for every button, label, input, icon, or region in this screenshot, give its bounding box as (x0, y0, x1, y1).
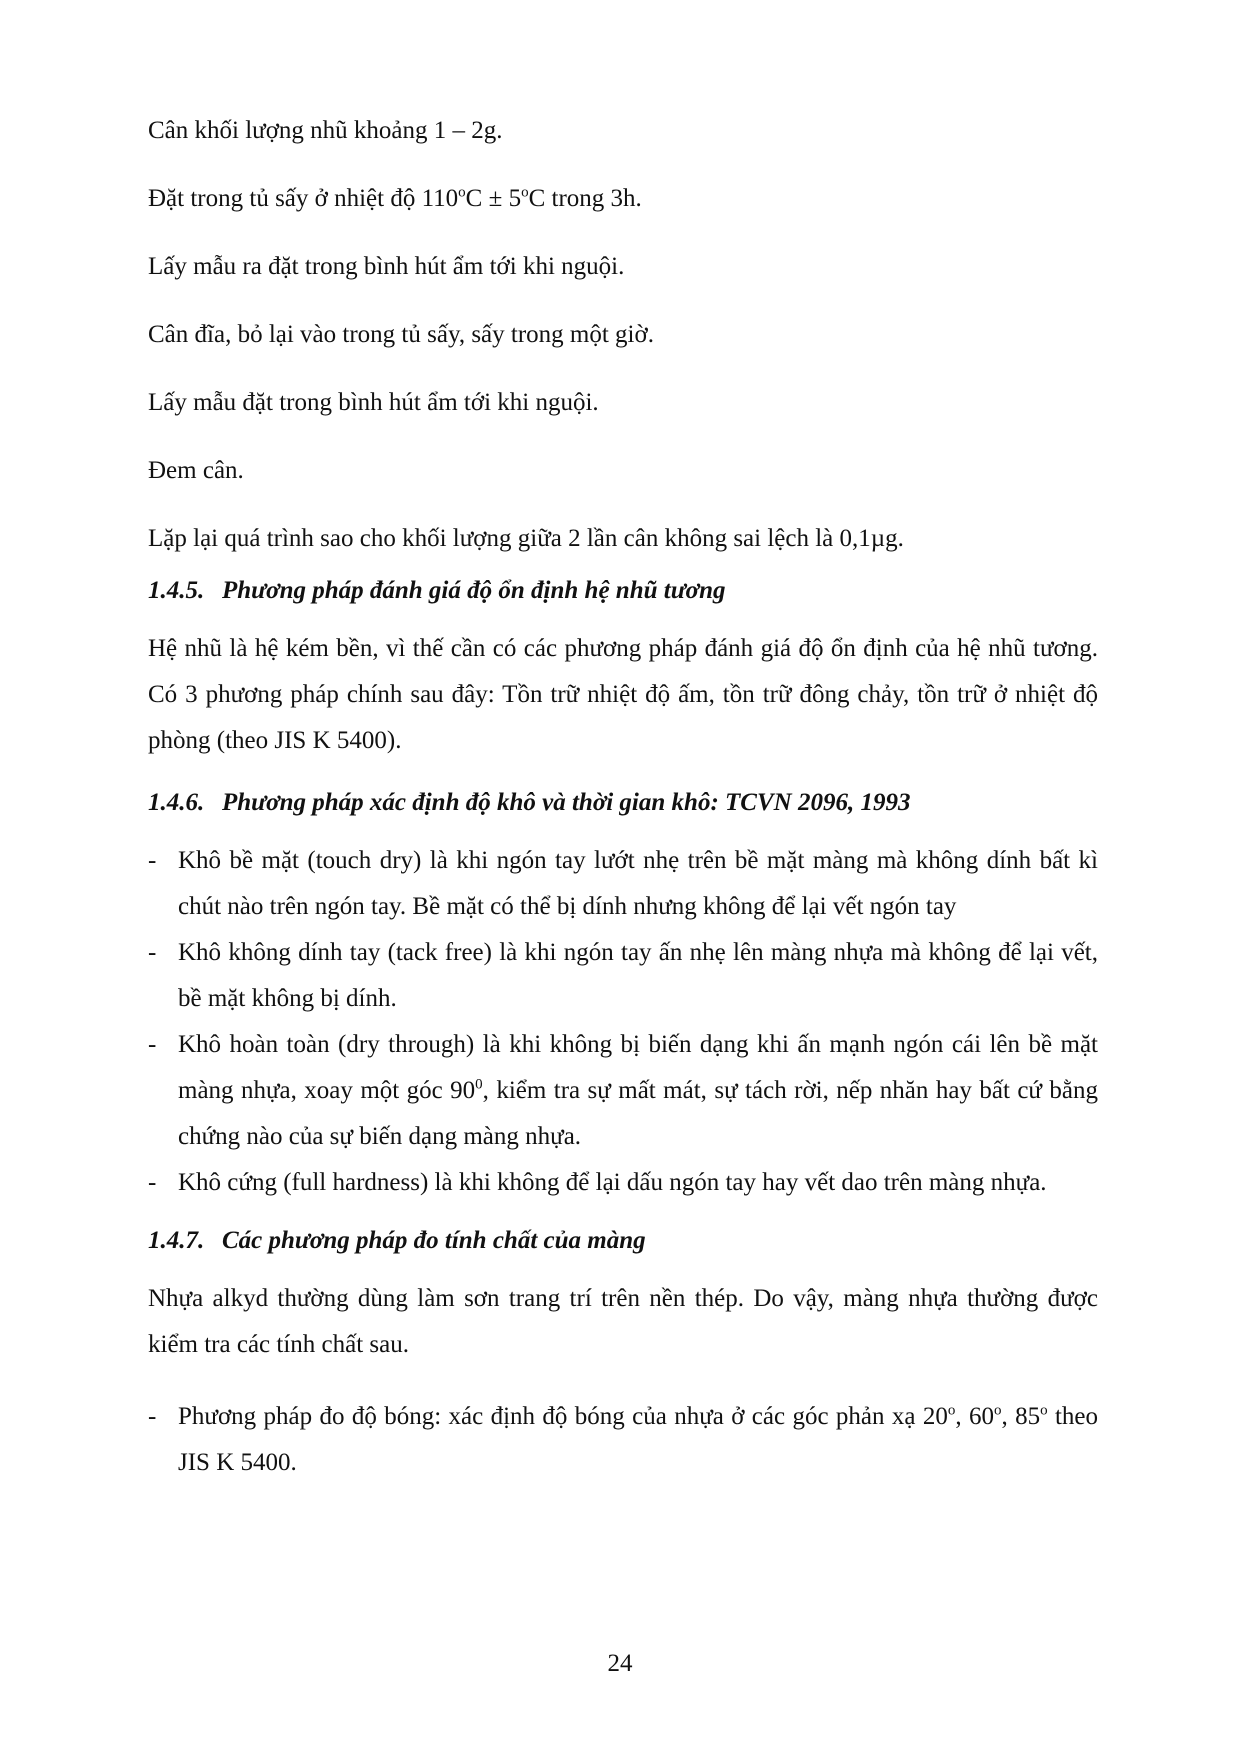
degree-sup: 0 (475, 1076, 483, 1093)
step-weigh-again: Đem cân. (148, 457, 244, 484)
degree-sup: o (1040, 1402, 1048, 1419)
step-cool-again: Lấy mẫu đặt trong bình hút ẩm tới khi nguội. (148, 389, 599, 416)
dash-bullet: - (148, 1403, 157, 1430)
dash-bullet: - (148, 847, 157, 874)
list-item-text-1: Khô hoàn toàn (dry through) là khi không bị biến dạng khi ấn mạnh ngón cái lên bề mặt màng nhựa, xoay một góc 90 (178, 1031, 1098, 1104)
list-item-full-hardness (148, 1160, 1098, 1206)
list-item-text-2: , kiểm tra sự mất mát, sự tách rời, nếp nhăn hay bất cứ bằng chứng nào của sự biến dạng màng nhựa. (178, 1077, 1098, 1150)
heading-1-4-6 (148, 780, 1098, 826)
heading-number: 1.4.7. (148, 1227, 205, 1254)
step-dry-oven-text-3: C trong 3h. (528, 185, 642, 212)
document-page (148, 108, 1098, 1486)
list-item-text-3: , 85 (1001, 1403, 1041, 1430)
list-item-touch-dry (148, 838, 1098, 930)
dash-bullet: - (148, 1169, 157, 1196)
list-item-text-1: Phương pháp đo độ bóng: xác định độ bóng của nhựa ở các góc phản xạ 20 (178, 1403, 948, 1430)
degree-sup: o (521, 184, 529, 201)
step-cool-sample: Lấy mẫu ra đặt trong bình hút ẩm tới khi nguội. (148, 253, 625, 280)
degree-sup: o (458, 184, 466, 201)
dash-bullet: - (148, 939, 157, 966)
step-repeat: Lặp lại quá trình sao cho khối lượng giữa 2 lần cân không sai lệch là 0,1µg. (148, 525, 904, 552)
degree-sup: o (993, 1402, 1002, 1419)
list-item-text: Khô bề mặt (touch dry) là khi ngón tay lướt nhẹ trên bề mặt màng mà không dính bất kì chút nào trên ngón tay. Bề mặt có thể bị dính nhưng không để lại vết ngón tay (178, 847, 1098, 920)
step-dry-oven (148, 176, 1098, 222)
step-dry-oven-text-2: C ± 5 (465, 185, 522, 212)
heading-1-4-5 (148, 568, 1098, 614)
heading-title: Phương pháp xác định độ khô và thời gian khô: TCVN 2096, 1993 (222, 789, 911, 816)
list-item-text-4: theo JIS K 5400. (178, 1403, 1099, 1476)
paragraph-emulsion-stability: Hệ nhũ là hệ kém bền, vì thế cần có các phương pháp đánh giá độ ổn định của hệ nhũ tương. Có 3 phương pháp chính sau đây: Tồn trữ nhiệt độ ấm, tồn trữ đông chảy, tồn trữ ở nhiệt độ phòng (theo JIS K 5400). (148, 635, 1098, 754)
list-item-text: Khô không dính tay (tack free) là khi ngón tay ấn nhẹ lên màng nhựa mà không để lại vết, bề mặt không bị dính. (178, 939, 1098, 1012)
heading-title: Phương pháp đánh giá độ ổn định hệ nhũ tương (222, 577, 726, 604)
heading-1-4-7 (148, 1218, 1098, 1264)
list-item-tack-free (148, 930, 1098, 1022)
step-weigh: Cân khối lượng nhũ khoảng 1 – 2g. (148, 117, 503, 144)
list-item-dry-through (148, 1022, 1098, 1160)
heading-number: 1.4.5. (148, 577, 205, 604)
step-dry-oven-text-1: Đặt trong tủ sấy ở nhiệt độ 110 (148, 185, 459, 212)
heading-number: 1.4.6. (148, 789, 205, 816)
list-item-text: Khô cứng (full hardness) là khi không để lại dấu ngón tay hay vết dao trên màng nhựa. (178, 1169, 1047, 1196)
page-number: 24 (607, 1650, 633, 1677)
heading-title: Các phương pháp đo tính chất của màng (222, 1227, 646, 1254)
degree-sup: o (947, 1402, 956, 1419)
list-item-gloss-method (148, 1394, 1098, 1486)
step-weigh-dish: Cân đĩa, bỏ lại vào trong tủ sấy, sấy trong một giờ. (148, 321, 654, 348)
dash-bullet: - (148, 1031, 157, 1058)
paragraph-alkyd-resin: Nhựa alkyd thường dùng làm sơn trang trí trên nền thép. Do vậy, màng nhựa thường được kiểm tra các tính chất sau. (148, 1285, 1098, 1358)
list-item-text-2: , 60 (955, 1403, 994, 1430)
